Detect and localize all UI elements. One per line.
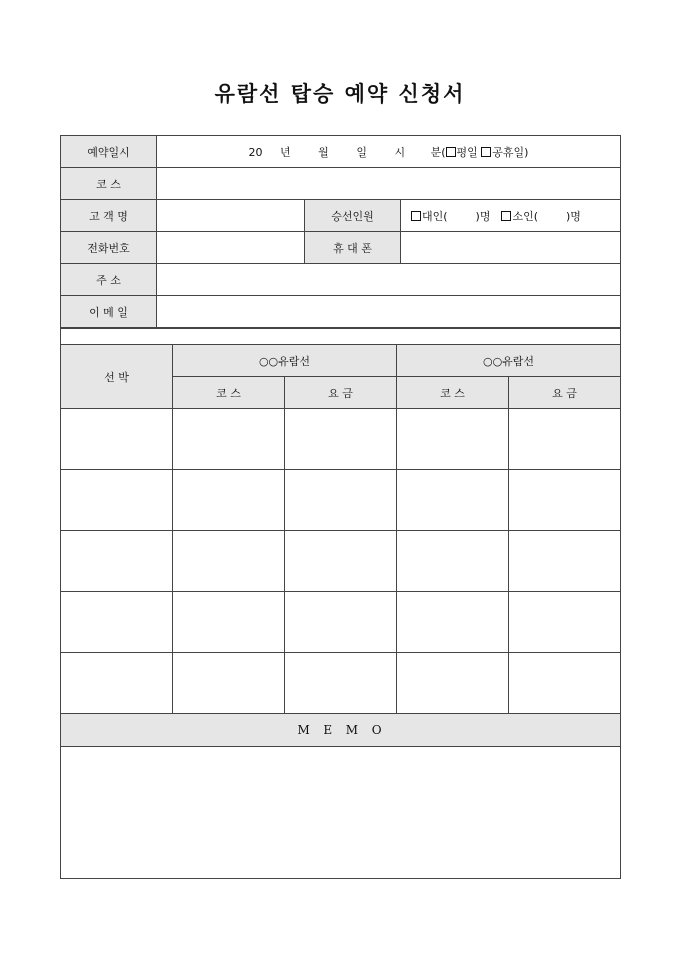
table-row bbox=[61, 409, 621, 470]
course-b-header: 코 스 bbox=[397, 377, 509, 409]
course-b-cell[interactable] bbox=[397, 409, 509, 470]
fare-b-cell[interactable] bbox=[509, 653, 621, 714]
spacer-row bbox=[61, 329, 621, 345]
course-a-cell[interactable] bbox=[173, 592, 285, 653]
cruise-b-header: ○○유람선 bbox=[397, 345, 621, 377]
email-row bbox=[61, 296, 621, 328]
fare-a-cell[interactable] bbox=[285, 653, 397, 714]
course-a-cell[interactable] bbox=[173, 470, 285, 531]
weekday-checkbox[interactable] bbox=[446, 147, 456, 157]
fare-a-cell[interactable] bbox=[285, 470, 397, 531]
reservation-info-table bbox=[60, 135, 621, 328]
mobile-label: 휴 대 폰 bbox=[305, 232, 401, 264]
email-field[interactable] bbox=[157, 296, 621, 328]
reserve-date-row bbox=[61, 136, 621, 168]
holiday-checkbox[interactable] bbox=[481, 147, 491, 157]
fare-b-cell[interactable] bbox=[509, 592, 621, 653]
address-field[interactable] bbox=[157, 264, 621, 296]
memo-field[interactable] bbox=[61, 747, 621, 879]
course-b-cell[interactable] bbox=[397, 531, 509, 592]
reserve-date-field[interactable]: 20 년 월 일 시 분( 평일 공휴일) bbox=[157, 136, 621, 168]
ship-cell[interactable] bbox=[61, 653, 173, 714]
ship-cell[interactable] bbox=[61, 531, 173, 592]
spacer-cell bbox=[61, 329, 621, 345]
table-row bbox=[61, 653, 621, 714]
memo-label: M E M O bbox=[61, 714, 621, 747]
course-field[interactable] bbox=[157, 168, 621, 200]
fare-b-cell[interactable] bbox=[509, 531, 621, 592]
customer-row bbox=[61, 200, 621, 232]
table-row bbox=[61, 592, 621, 653]
address-label: 주 소 bbox=[61, 264, 157, 296]
customer-field[interactable] bbox=[157, 200, 305, 232]
passengers-label: 승선인원 bbox=[305, 200, 401, 232]
memo-row bbox=[61, 747, 621, 879]
course-a-cell[interactable] bbox=[173, 409, 285, 470]
ship-cell[interactable] bbox=[61, 592, 173, 653]
fare-a-cell[interactable] bbox=[285, 409, 397, 470]
customer-label: 고 객 명 bbox=[61, 200, 157, 232]
table-row bbox=[61, 470, 621, 531]
phone-field[interactable] bbox=[157, 232, 305, 264]
course-b-cell[interactable] bbox=[397, 592, 509, 653]
fare-a-header: 요 금 bbox=[285, 377, 397, 409]
course-a-cell[interactable] bbox=[173, 531, 285, 592]
course-a-header: 코 스 bbox=[173, 377, 285, 409]
fare-a-cell[interactable] bbox=[285, 592, 397, 653]
course-a-cell[interactable] bbox=[173, 653, 285, 714]
reserve-date-label: 예약일시 bbox=[61, 136, 157, 168]
passengers-field[interactable]: 대인( )명 소인( )명 bbox=[401, 200, 621, 232]
phone-label: 전화번호 bbox=[61, 232, 157, 264]
course-row bbox=[61, 168, 621, 200]
table-row bbox=[61, 531, 621, 592]
ship-cell[interactable] bbox=[61, 409, 173, 470]
course-b-cell[interactable] bbox=[397, 470, 509, 531]
ship-label: 선 박 bbox=[61, 345, 173, 409]
adult-checkbox[interactable] bbox=[411, 211, 421, 221]
fare-a-cell[interactable] bbox=[285, 531, 397, 592]
child-checkbox[interactable] bbox=[501, 211, 511, 221]
address-row bbox=[61, 264, 621, 296]
email-label: 이 메 일 bbox=[61, 296, 157, 328]
memo-header-row bbox=[61, 714, 621, 747]
fare-b-cell[interactable] bbox=[509, 409, 621, 470]
fare-b-header: 요 금 bbox=[509, 377, 621, 409]
course-label: 코 스 bbox=[61, 168, 157, 200]
mobile-field[interactable] bbox=[401, 232, 621, 264]
ship-header-row bbox=[61, 345, 621, 377]
cruise-a-header: ○○유람선 bbox=[173, 345, 397, 377]
fare-b-cell[interactable] bbox=[509, 470, 621, 531]
ship-cell[interactable] bbox=[61, 470, 173, 531]
phone-row bbox=[61, 232, 621, 264]
ship-table bbox=[60, 328, 621, 879]
course-b-cell[interactable] bbox=[397, 653, 509, 714]
page-title: 유람선 탑승 예약 신청서 bbox=[214, 81, 466, 106]
